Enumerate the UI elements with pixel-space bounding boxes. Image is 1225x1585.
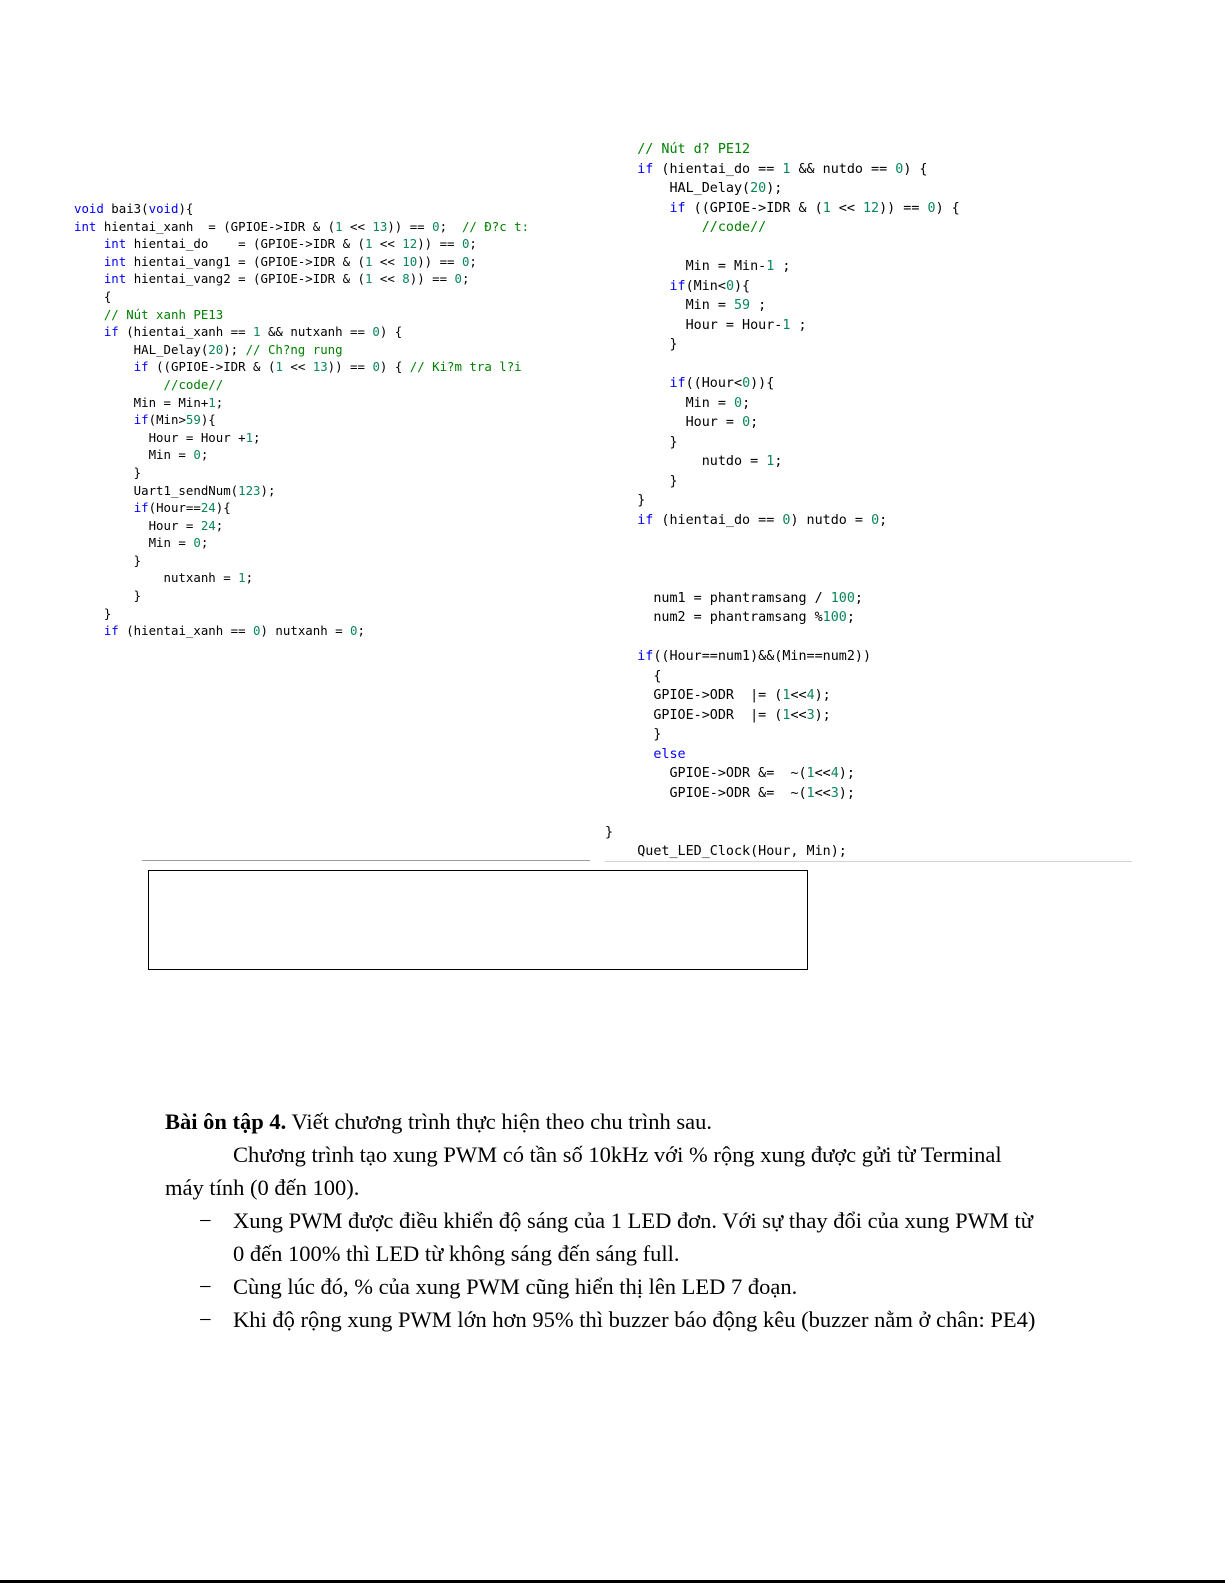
- code-token: [605, 220, 702, 235]
- code-token: (Hour==: [148, 500, 201, 516]
- code-token: ) nutxanh =: [260, 623, 351, 639]
- code-token: 1: [806, 766, 815, 781]
- code-token: 0: [372, 324, 380, 340]
- code-line: [605, 140, 1135, 160]
- code-token: 123: [238, 482, 261, 498]
- code-token: ;: [790, 317, 807, 333]
- code-token: 24: [200, 500, 216, 516]
- code-line: [605, 316, 1135, 336]
- code-line: [74, 235, 606, 253]
- code-token: Min = Min-: [605, 259, 767, 274]
- code-line: [74, 446, 606, 464]
- code-token: //code//: [163, 376, 224, 392]
- code-line: [605, 218, 1135, 238]
- code-line: [74, 534, 606, 552]
- code-token: 20: [208, 341, 224, 357]
- code-line: [74, 605, 606, 623]
- code-token: Hour = Hour-: [605, 317, 783, 333]
- code-line: [74, 200, 606, 218]
- code-token: 1: [275, 359, 283, 375]
- code-line: [74, 218, 606, 236]
- code-token: int: [103, 271, 127, 287]
- code-token: int: [103, 253, 127, 269]
- code-token: // Nút d? PE12: [637, 142, 751, 157]
- code-token: 0: [742, 376, 751, 391]
- exercise-title: [165, 1105, 1045, 1138]
- code-token: num2 = phantramsang %: [605, 610, 823, 625]
- code-token: [74, 412, 134, 427]
- code-line: [74, 482, 606, 500]
- empty-frame: [148, 870, 808, 970]
- code-line: [74, 517, 606, 535]
- code-token: )) ==: [417, 253, 462, 269]
- code-token: if: [669, 200, 686, 216]
- code-token: 0: [454, 271, 462, 287]
- code-token: ;: [245, 570, 254, 586]
- code-token: if: [103, 324, 119, 340]
- code-token: hientai_do = (GPIOE->IDR & (: [126, 236, 365, 252]
- code-token: Hour = Hour +: [74, 429, 246, 445]
- code-line: [605, 706, 1135, 726]
- code-token: [605, 747, 653, 762]
- code-token: ;: [215, 394, 224, 410]
- code-token: ;: [750, 298, 767, 313]
- code-token: <<: [372, 253, 403, 269]
- code-token: ;: [750, 415, 759, 430]
- code-token: ){: [178, 201, 194, 216]
- code-token: ;: [469, 236, 477, 252]
- code-token: 13: [312, 359, 328, 375]
- code-token: 12: [863, 200, 880, 216]
- code-token: ) {: [935, 200, 960, 216]
- code-line: [74, 429, 606, 447]
- code-token: 0: [350, 623, 358, 639]
- code-token: Min = Min+: [74, 394, 209, 410]
- code-line: [74, 464, 606, 482]
- code-token: 100: [830, 590, 855, 606]
- code-line: [605, 530, 1135, 550]
- code-token: GPIOE->ODR |= (: [605, 707, 783, 723]
- code-token: 100: [822, 610, 847, 625]
- code-token: [74, 377, 164, 392]
- code-token: 1: [364, 253, 373, 269]
- code-token: [605, 376, 670, 391]
- code-token: hientai_vang2 = (GPIOE->IDR & (: [126, 271, 365, 287]
- code-token: Min =: [74, 447, 194, 463]
- code-token: ;: [469, 253, 477, 269]
- code-token: 1: [245, 429, 254, 445]
- code-token: [74, 307, 104, 322]
- code-token: [605, 201, 670, 216]
- code-line: [74, 270, 606, 288]
- code-token: 1: [782, 317, 791, 333]
- code-token: 1: [208, 394, 216, 410]
- code-token: 24: [200, 517, 216, 533]
- code-token: 1: [766, 454, 775, 469]
- code-token: ) {: [903, 161, 928, 177]
- code-token: 1: [782, 161, 791, 177]
- code-token: }: [605, 473, 678, 489]
- code-token: )) ==: [387, 218, 433, 234]
- code-token: }: [605, 727, 662, 742]
- code-token: && nutxanh ==: [260, 324, 373, 340]
- code-line: [74, 622, 606, 640]
- code-token: num1 = phantramsang /: [605, 590, 831, 606]
- bullet-text: Khi độ rộng xung PWM lớn hơn 95% thì buzzer báo động kêu (buzzer nằm ở chân: PE4): [233, 1307, 1036, 1332]
- code-token: // Ch?ng rung: [245, 341, 343, 357]
- code-line: [74, 376, 606, 394]
- code-token: (Min>: [148, 412, 186, 428]
- code-token: ){: [200, 412, 216, 428]
- divider-line: [142, 860, 590, 861]
- code-token: )) ==: [409, 271, 455, 287]
- code-token: bai3(: [103, 201, 149, 216]
- code-line: [605, 628, 1135, 648]
- code-line: [74, 411, 606, 429]
- code-line: [605, 160, 1135, 180]
- code-token: [605, 649, 637, 664]
- code-line: [605, 374, 1135, 394]
- code-line: [605, 823, 1135, 843]
- code-line: [605, 550, 1135, 570]
- code-token: );: [814, 707, 831, 723]
- code-token: 1: [335, 218, 343, 234]
- code-token: )) ==: [417, 236, 462, 252]
- code-token: 1: [806, 785, 815, 801]
- code-token: );: [223, 341, 246, 357]
- code-token: ){: [215, 500, 231, 516]
- code-token: ((GPIOE->IDR & (: [685, 200, 823, 216]
- code-token: }: [605, 434, 678, 450]
- code-token: (hientai_xanh ==: [118, 623, 254, 639]
- code-token: 0: [871, 512, 880, 528]
- code-token: ;: [200, 447, 209, 463]
- code-token: 1: [782, 688, 791, 703]
- code-token: Min =: [74, 535, 194, 551]
- code-token: 0: [734, 395, 743, 411]
- code-token: )) ==: [327, 359, 373, 375]
- code-token: <<: [342, 218, 373, 234]
- code-token: Hour =: [74, 517, 201, 533]
- code-token: if: [669, 376, 686, 391]
- code-token: ;: [357, 623, 365, 639]
- bullet-text: Cùng lúc đó, % của xung PWM cũng hiển thị lên LED 7 đoạn.: [233, 1274, 798, 1299]
- code-token: <<: [790, 707, 807, 723]
- code-line: [605, 511, 1135, 531]
- code-token: <<: [830, 200, 863, 216]
- code-token: Uart1_sendNum(: [74, 482, 239, 498]
- code-screenshot-left: [74, 200, 606, 640]
- code-token: 4: [830, 766, 839, 781]
- exercise-bullet: [165, 1270, 1045, 1303]
- code-token: hientai_vang1 = (GPIOE->IDR & (: [126, 253, 365, 269]
- exercise-title-bold: Bài ôn tập 4.: [165, 1109, 287, 1134]
- code-token: 0: [742, 415, 751, 430]
- code-token: 0: [461, 236, 470, 252]
- code-token: [605, 279, 670, 294]
- code-token: 3: [830, 785, 839, 801]
- code-token: );: [766, 181, 783, 196]
- code-token: // Đ?c t:: [461, 218, 530, 234]
- code-token: Min =: [605, 298, 734, 313]
- code-token: if: [637, 512, 654, 528]
- code-token: int: [74, 218, 97, 234]
- code-token: 1: [238, 570, 246, 586]
- code-token: 0: [927, 200, 936, 216]
- dash-marker: −: [199, 1208, 212, 1233]
- code-token: HAL_Delay(: [74, 341, 209, 357]
- exercise-section: [165, 1105, 1045, 1336]
- code-token: 8: [402, 271, 410, 287]
- code-line: [605, 199, 1135, 219]
- code-token: <<: [790, 688, 807, 703]
- code-line: [605, 238, 1135, 258]
- code-line: [605, 764, 1135, 784]
- code-line: [605, 296, 1135, 316]
- code-token: Hour =: [605, 415, 743, 430]
- code-token: ((Hour<: [685, 376, 743, 391]
- code-line: [605, 355, 1135, 375]
- code-token: <<: [372, 236, 403, 252]
- code-token: void: [148, 201, 179, 216]
- exercise-intro: Chương trình tạo xung PWM có tần số 10kHz với % rộng xung được gửi từ Terminal máy tính (0 đến 100).: [165, 1142, 1002, 1200]
- code-token: 0: [432, 218, 440, 234]
- code-screenshot-right: [605, 140, 1135, 862]
- code-token: }: [74, 552, 142, 568]
- code-line: [605, 491, 1135, 511]
- code-token: );: [260, 482, 276, 498]
- code-token: 0: [372, 359, 380, 375]
- code-token: 1: [364, 236, 373, 252]
- code-line: [74, 306, 606, 324]
- code-token: // Ki?m tra l?i: [409, 359, 522, 375]
- code-token: 1: [364, 271, 373, 287]
- code-line: [74, 253, 606, 271]
- bullet-text: Xung PWM được điều khiển độ sáng của 1 LED đơn. Với sự thay đổi của xung PWM từ 0 đến 100% thì LED từ không sáng đến sáng full.: [233, 1208, 1033, 1266]
- page-bottom-border: [0, 1580, 1225, 1583]
- code-token: 4: [806, 688, 815, 703]
- code-line: [605, 667, 1135, 687]
- code-token: ;: [439, 218, 462, 234]
- code-token: 20: [750, 181, 767, 196]
- code-line: [605, 257, 1135, 277]
- dash-marker: −: [199, 1307, 212, 1332]
- code-token: ;: [854, 590, 863, 606]
- code-token: ;: [742, 395, 751, 411]
- code-token: 0: [193, 535, 201, 551]
- code-token: [74, 623, 104, 638]
- code-line: [605, 179, 1135, 199]
- code-token: HAL_Delay(: [605, 181, 751, 196]
- code-token: 1: [766, 259, 775, 274]
- code-token: <<: [282, 359, 313, 375]
- code-token: (hientai_do ==: [653, 161, 783, 177]
- code-token: (hientai_xanh ==: [118, 324, 254, 340]
- code-line: [74, 341, 606, 359]
- divider-line: [605, 861, 1132, 862]
- code-token: void: [74, 201, 104, 216]
- code-token: ;: [774, 259, 791, 274]
- code-line: [74, 587, 606, 605]
- code-token: if: [103, 623, 119, 639]
- code-line: [605, 842, 1135, 862]
- code-token: ((Hour==num1)&&(Min==num2)): [653, 649, 872, 664]
- code-token: <<: [814, 766, 831, 781]
- code-token: 13: [372, 218, 388, 234]
- code-token: if: [133, 500, 149, 516]
- code-token: );: [838, 766, 855, 781]
- code-token: 0: [782, 512, 791, 528]
- code-token: hientai_xanh = (GPIOE->IDR & (: [96, 218, 336, 234]
- code-token: ){: [734, 278, 751, 294]
- code-line: [605, 472, 1135, 492]
- code-token: }: [605, 493, 646, 508]
- code-token: ;: [200, 535, 209, 551]
- code-token: [74, 359, 134, 374]
- code-line: [605, 803, 1135, 823]
- code-token: }: [74, 605, 112, 621]
- code-line: [605, 569, 1135, 589]
- code-token: nutxanh =: [74, 570, 239, 586]
- code-token: ;: [879, 512, 888, 528]
- code-line: [74, 358, 606, 376]
- code-token: [74, 271, 104, 286]
- code-token: ;: [461, 271, 470, 287]
- code-token: else: [653, 746, 686, 762]
- code-line: [605, 277, 1135, 297]
- dash-marker: −: [199, 1274, 212, 1299]
- code-token: )) ==: [879, 200, 928, 216]
- code-line: [74, 499, 606, 517]
- code-token: ;: [774, 454, 783, 469]
- code-token: GPIOE->ODR |= (: [605, 688, 783, 703]
- code-token: 3: [806, 707, 815, 723]
- code-line: [605, 784, 1135, 804]
- code-token: if: [133, 412, 149, 428]
- code-token: Quet_LED_Clock(Hour, Min);: [605, 844, 847, 859]
- code-token: if: [637, 649, 654, 664]
- exercise-bullets: [165, 1204, 1045, 1336]
- code-token: [605, 513, 637, 528]
- code-token: )){: [750, 376, 775, 391]
- code-token: ) {: [379, 324, 403, 340]
- code-token: 1: [782, 707, 791, 723]
- code-token: if: [669, 278, 686, 294]
- code-token: 10: [402, 253, 418, 269]
- code-token: ) {: [379, 359, 410, 375]
- code-token: );: [814, 688, 831, 703]
- exercise-bullet: [165, 1204, 1045, 1270]
- code-token: {: [605, 668, 662, 684]
- code-token: if: [133, 359, 149, 375]
- code-token: }: [74, 588, 142, 604]
- code-token: Min =: [605, 395, 734, 411]
- code-token: [74, 324, 104, 339]
- code-token: 1: [253, 324, 261, 340]
- code-token: <<: [814, 785, 831, 801]
- code-token: GPIOE->ODR &= ~(: [605, 766, 807, 781]
- code-token: nutdo =: [605, 454, 767, 469]
- code-token: (Min<: [685, 278, 726, 294]
- code-line: [605, 725, 1135, 745]
- code-token: 0: [253, 623, 261, 639]
- code-line: [74, 394, 606, 412]
- code-token: }: [74, 464, 142, 480]
- code-line: [74, 288, 606, 306]
- exercise-title-text: Viết chương trình thực hiện theo chu trình sau.: [286, 1109, 712, 1134]
- code-token: //code//: [701, 220, 767, 235]
- code-token: ) nutdo =: [790, 512, 872, 528]
- code-token: ;: [215, 517, 224, 533]
- code-line: [605, 433, 1135, 453]
- code-line: [605, 608, 1135, 628]
- code-token: int: [103, 236, 127, 252]
- exercise-bullet: [165, 1303, 1045, 1336]
- code-token: [605, 142, 637, 157]
- code-token: && nutdo ==: [790, 161, 896, 177]
- code-token: ((GPIOE->IDR & (: [148, 359, 276, 375]
- code-token: 0: [193, 447, 201, 463]
- code-token: [605, 162, 637, 177]
- code-line: [605, 413, 1135, 433]
- code-line: [605, 745, 1135, 765]
- code-line: [605, 394, 1135, 414]
- code-line: [74, 323, 606, 341]
- code-token: // Nút xanh PE13: [103, 306, 224, 322]
- code-line: [605, 686, 1135, 706]
- code-token: ;: [253, 429, 261, 445]
- code-line: [605, 589, 1135, 609]
- code-line: [605, 647, 1135, 667]
- code-token: );: [838, 785, 855, 801]
- code-token: (hientai_do ==: [653, 512, 783, 528]
- code-line: [605, 452, 1135, 472]
- code-token: 12: [402, 236, 418, 252]
- code-line: [605, 335, 1135, 355]
- code-token: 0: [725, 278, 734, 294]
- code-token: <<: [372, 271, 403, 287]
- code-token: GPIOE->ODR &= ~(: [605, 785, 807, 801]
- code-token: [74, 236, 104, 251]
- code-token: }: [605, 824, 614, 840]
- code-token: 0: [895, 161, 904, 177]
- code-token: }: [605, 337, 678, 352]
- code-line: [74, 569, 606, 587]
- code-token: [74, 254, 104, 269]
- code-token: if: [637, 161, 654, 177]
- code-line: [74, 552, 606, 570]
- code-token: [74, 500, 134, 515]
- code-token: 1: [822, 200, 831, 216]
- code-token: {: [74, 288, 112, 304]
- code-token: 59: [185, 412, 201, 428]
- code-token: 59: [734, 298, 751, 313]
- code-token: ;: [846, 610, 855, 625]
- code-token: 0: [461, 253, 470, 269]
